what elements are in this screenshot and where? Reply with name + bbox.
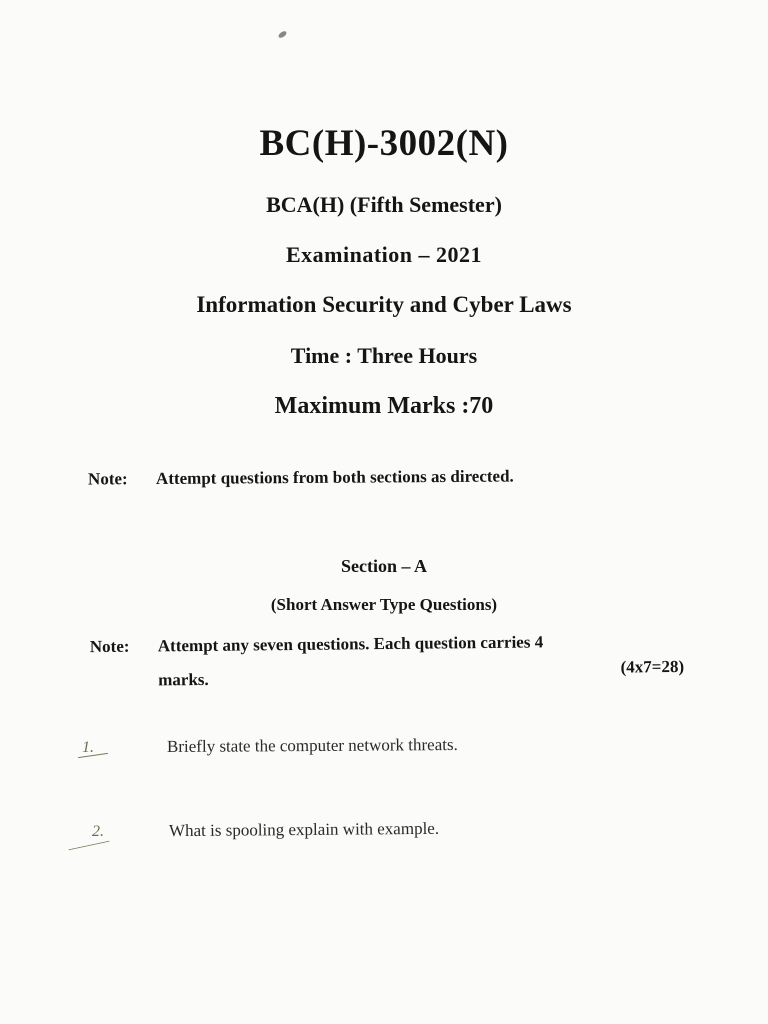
general-note bbox=[88, 467, 514, 490]
section-title: Section – A bbox=[340, 556, 427, 576]
marks-allocation: (4x7=28) bbox=[620, 656, 685, 677]
question-number: 1. bbox=[82, 739, 94, 756]
maximum-marks: Maximum Marks :70 bbox=[274, 393, 494, 419]
course-title: BCA(H) (Fifth Semester) bbox=[266, 192, 502, 217]
section-note-continuation: marks. bbox=[158, 669, 209, 690]
question-text: Briefly state the computer network threats. bbox=[166, 734, 458, 757]
question-text: What is spooling explain with example. bbox=[168, 818, 440, 841]
section-note bbox=[90, 631, 691, 691]
subject-title: Information Security and Cyber Laws bbox=[196, 292, 572, 317]
paper-code: BC(H)-3002(N) bbox=[259, 123, 509, 164]
section-note-text: Attempt any seven questions. Each question carries 4 bbox=[157, 632, 544, 656]
paper-speck bbox=[277, 30, 287, 39]
note-text: Attempt questions from both sections as directed. bbox=[155, 466, 514, 489]
section-note-label: Note: bbox=[89, 636, 130, 657]
exam-year: Examination – 2021 bbox=[285, 242, 483, 267]
time-allowed: Time : Three Hours bbox=[290, 343, 478, 368]
question-number: 2. bbox=[92, 823, 104, 840]
note-label: Note: bbox=[87, 469, 128, 489]
section-subtitle: (Short Answer Type Questions) bbox=[270, 595, 498, 614]
handwritten-mark bbox=[68, 841, 109, 851]
